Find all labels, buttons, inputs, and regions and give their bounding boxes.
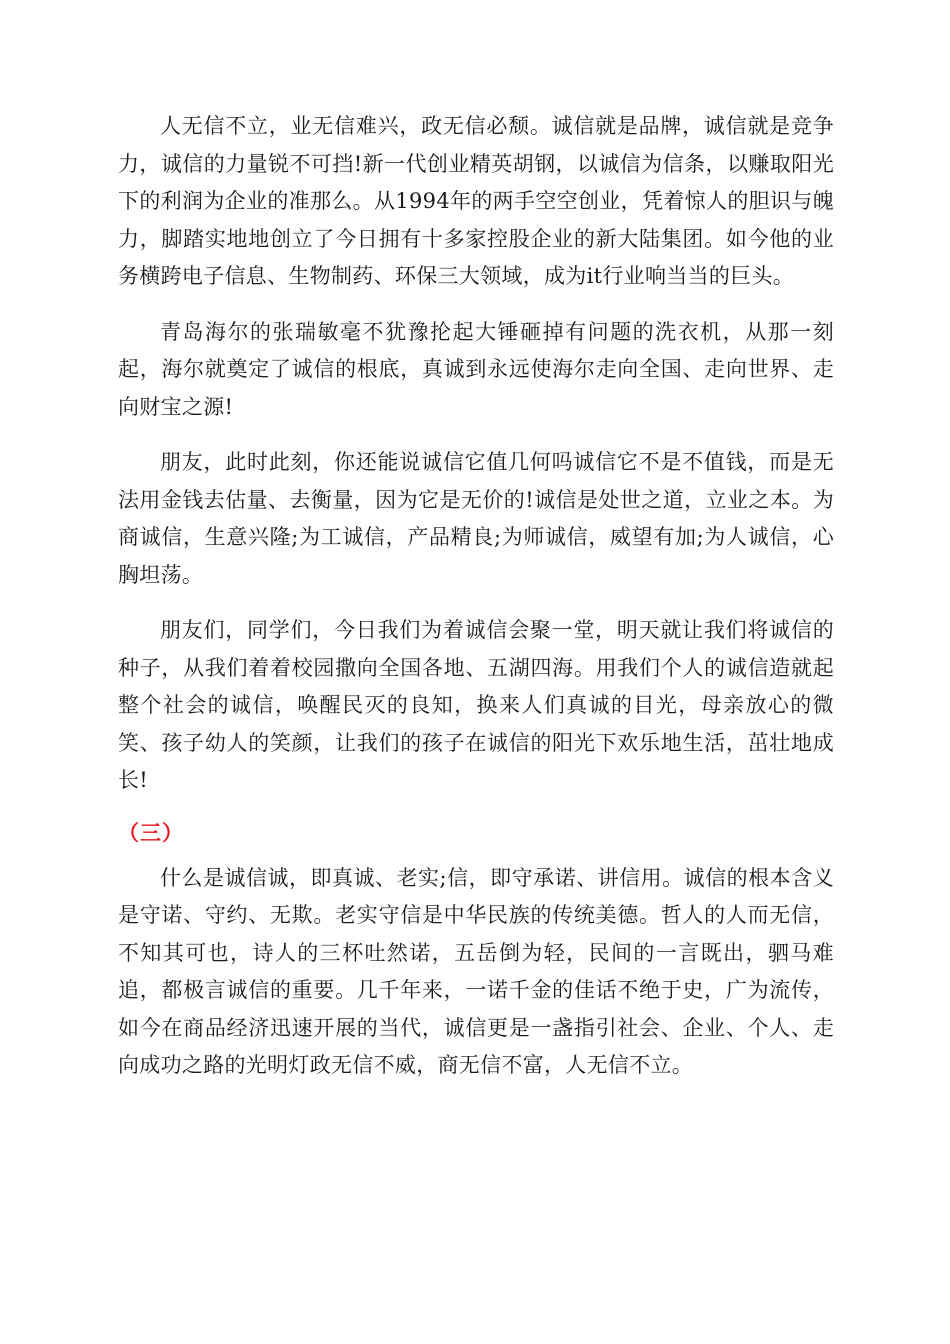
- section-heading: （三）: [118, 820, 184, 845]
- document-page: [118, 108, 834, 1085]
- paragraph-1: 人无信不立，业无信难兴，政无信必颓。诚信就是品牌，诚信就是竞争力，诚信的力量锐不可挡!新一代创业精英胡钢，以诚信为信条，以赚取阳光下的利润为企业的准那么。从1994年的两手空空创业，凭着惊人的胆识与魄力，脚踏实地地创立了今日拥有十多家控股企业的新大陆集团。如今他的业务横跨电子信息、生物制药、环保三大领域，成为it行业响当当的巨头。: [118, 114, 834, 288]
- paragraph-4: 朋友们，同学们，今日我们为着诚信会聚一堂，明天就让我们将诚信的种子，从我们着着校园撒向全国各地、五湖四海。用我们个人的诚信造就起整个社会的诚信，唤醒民灭的良知，换来人们真诚的目光，母亲放心的微笑、孩子幼人的笑颜，让我们的孩子在诚信的阳光下欢乐地生活，茁壮地成长!: [118, 618, 834, 792]
- paragraph-3: 朋友，此时此刻，你还能说诚信它值几何吗诚信它不是不值钱，而是无法用金钱去估量、去衡量，因为它是无价的!诚信是处世之道，立业之本。为商诚信，生意兴隆;为工诚信，产品精良;为师诚信，威望有加;为人诚信，心胸坦荡。: [118, 450, 834, 587]
- section-paragraph: 什么是诚信诚，即真诚、老实;信，即守承诺、讲信用。诚信的根本含义是守诺、守约、无欺。老实守信是中华民族的传统美德。哲人的人而无信，不知其可也，诗人的三杯吐然诺，五岳倒为轻，民间的一言既出，驷马难追，都极言诚信的重要。几千年来，一诺千金的佳话不绝于史，广为流传，如今在商品经济迅速开展的当代，诚信更是一盏指引社会、企业、个人、走向成功之路的光明灯政无信不威，商无信不富，人无信不立。: [118, 865, 834, 1077]
- paragraph-2: 青岛海尔的张瑞敏毫不犹豫抡起大锤砸掉有问题的洗衣机，从那一刻起，海尔就奠定了诚信的根底，真诚到永远使海尔走向全国、走向世界、走向财宝之源!: [118, 319, 834, 419]
